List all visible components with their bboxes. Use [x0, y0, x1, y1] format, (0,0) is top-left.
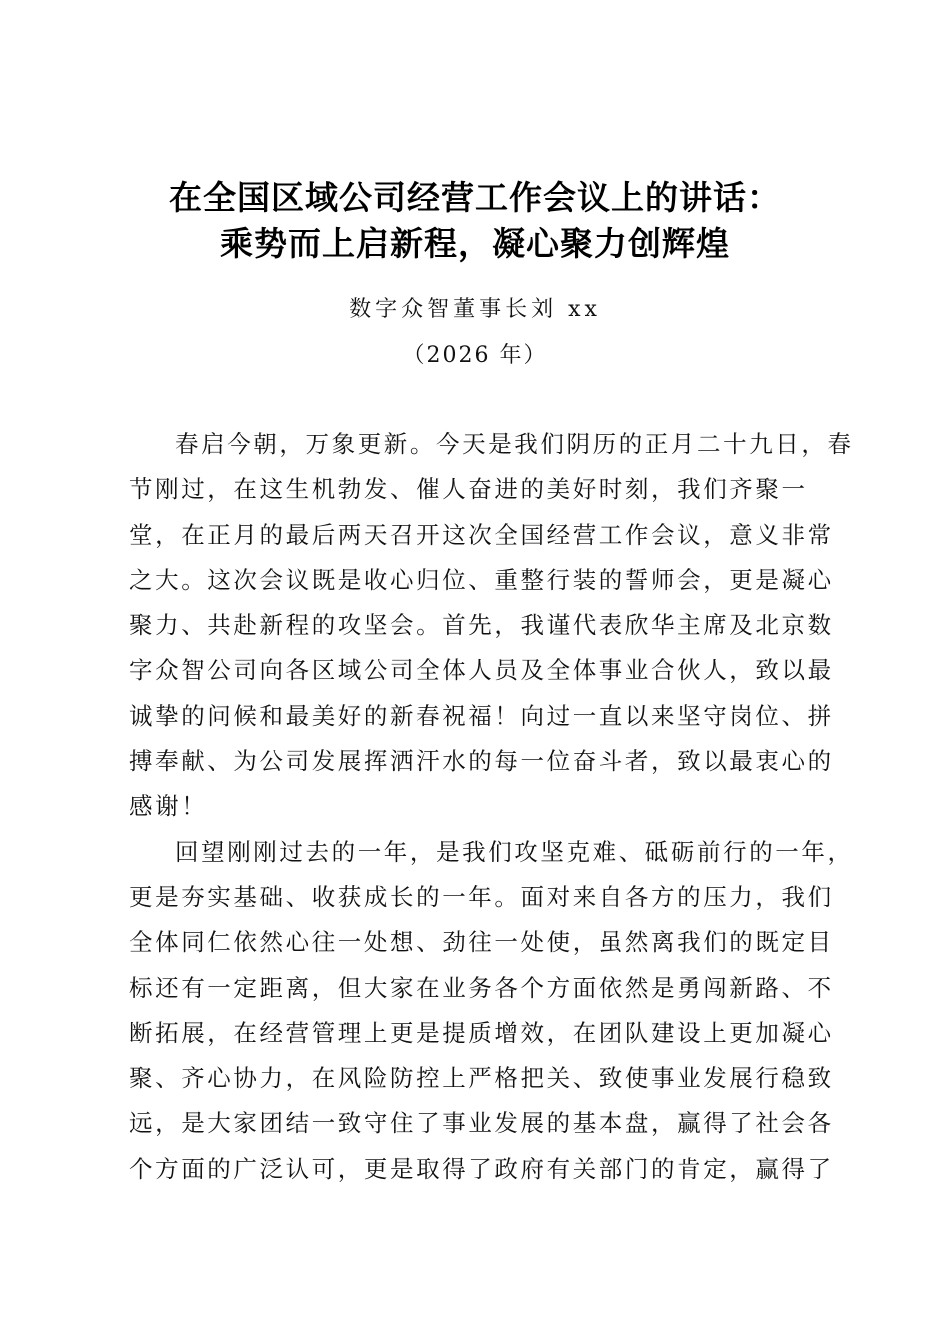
title-line-1: 在全国区域公司经营工作会议上的讲话：	[169, 178, 781, 217]
text-line: 节刚过，在这生机勃发、催人奋进的美好时刻，我们齐聚一	[129, 475, 808, 504]
text-line: 春启今朝，万象更新。今天是我们阴历的正月二十九日，春	[175, 430, 854, 458]
text-line: 断拓展，在经营管理上更是提质增效，在团队建设上更加凝心	[129, 1018, 834, 1047]
text-line: 堂，在正月的最后两天召开这次全国经营工作会议，意义非常	[129, 520, 834, 549]
text-line: 搏奉献、为公司发展挥洒汗水的每一位奋斗者，致以最衷心的	[129, 747, 834, 776]
text-line: 更是夯实基础、收获成长的一年。面对来自各方的压力，我们	[129, 882, 834, 911]
text-line: 诚挚的问候和最美好的新春祝福！向过一直以来坚守岗位、拼	[129, 701, 834, 730]
text-line: 感谢！	[129, 792, 208, 821]
text-line: 个方面的广泛认可，更是取得了政府有关部门的肯定，赢得了	[129, 1154, 834, 1183]
author-line: 数字众智董事长刘 xx	[349, 297, 601, 322]
text-line: 之大。这次会议既是收心归位、重整行装的誓师会，更是凝心	[129, 565, 834, 594]
document-body	[129, 427, 854, 1197]
text-line: 标还有一定距离，但大家在业务各个方面依然是勇闯新路、不	[129, 973, 834, 1002]
text-line: 远，是大家团结一致守住了事业发展的基本盘，赢得了社会各	[129, 1109, 834, 1138]
text-line: 全体同仁依然心往一处想、劲往一处使，虽然离我们的既定目	[129, 928, 834, 957]
paragraph-2	[129, 835, 854, 1197]
text-line: 字众智公司向各区域公司全体人员及全体事业合伙人，致以最	[129, 656, 834, 685]
text-line: 聚力、共赴新程的攻坚会。首先，我谨代表欣华主席及北京数	[129, 611, 834, 640]
text-line: 聚、齐心协力，在风险防控上严格把关、致使事业发展行稳致	[129, 1064, 834, 1093]
paragraph-1	[129, 427, 854, 835]
year-line: （2026 年）	[402, 343, 548, 368]
text-line: 回望刚刚过去的一年，是我们攻坚克难、砥砺前行的一年，	[175, 837, 854, 866]
title-line-2: 乘势而上启新程，凝心聚力创辉煌	[220, 224, 730, 263]
